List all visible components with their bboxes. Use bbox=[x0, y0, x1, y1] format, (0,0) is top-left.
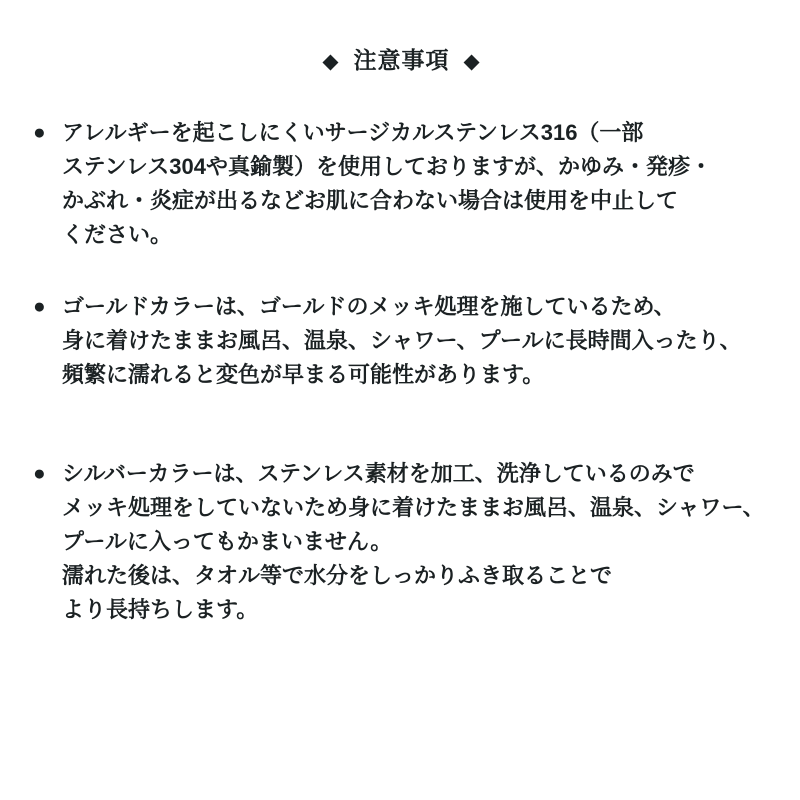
notice-line: より長持ちします。 bbox=[62, 597, 259, 622]
bullet-icon: ● bbox=[33, 121, 46, 144]
notice-line: シルバーカラーは、ステンレス素材を加工、洗浄しているのみで bbox=[62, 461, 695, 486]
page-title-text: 注意事項 bbox=[353, 47, 450, 73]
bullet-icon: ● bbox=[33, 295, 46, 318]
notice-text-allergy bbox=[62, 116, 770, 252]
notice-line: アレルギーを起こしにくいサージカルステンレス316（一部 bbox=[62, 120, 644, 145]
notice-line: メッキ処理をしていないため身に着けたままお風呂、温泉、シャワー、 bbox=[62, 495, 765, 520]
diamond-icon-right: ◆ bbox=[463, 50, 481, 73]
bullet-icon: ● bbox=[33, 462, 46, 485]
notice-line: 頻繁に濡れると変色が早まる可能性があります。 bbox=[62, 362, 545, 387]
notice-line: かぶれ・炎症が出るなどお肌に合わない場合は使用を中止して bbox=[62, 188, 679, 213]
notice-item-silver-color bbox=[33, 457, 770, 627]
notice-item-gold-color bbox=[33, 290, 770, 392]
page-title bbox=[33, 44, 770, 78]
notice-text-silver-color bbox=[62, 457, 770, 627]
notice-line: ください。 bbox=[62, 222, 173, 247]
notice-item-allergy bbox=[33, 116, 770, 252]
notice-text-gold-color bbox=[62, 290, 770, 392]
notice-line: プールに入ってもかまいません。 bbox=[62, 529, 393, 554]
notice-line: 身に着けたままお風呂、温泉、シャワー、プールに長時間入ったり、 bbox=[62, 328, 742, 353]
diamond-icon-left: ◆ bbox=[322, 50, 340, 73]
notice-line: ゴールドカラーは、ゴールドのメッキ処理を施しているため、 bbox=[62, 294, 676, 319]
notice-line: 濡れた後は、タオル等で水分をしっかりふき取ることで bbox=[62, 563, 613, 588]
notice-line: ステンレス304や真鍮製）を使用しておりますが、かゆみ・発疹・ bbox=[62, 154, 712, 179]
